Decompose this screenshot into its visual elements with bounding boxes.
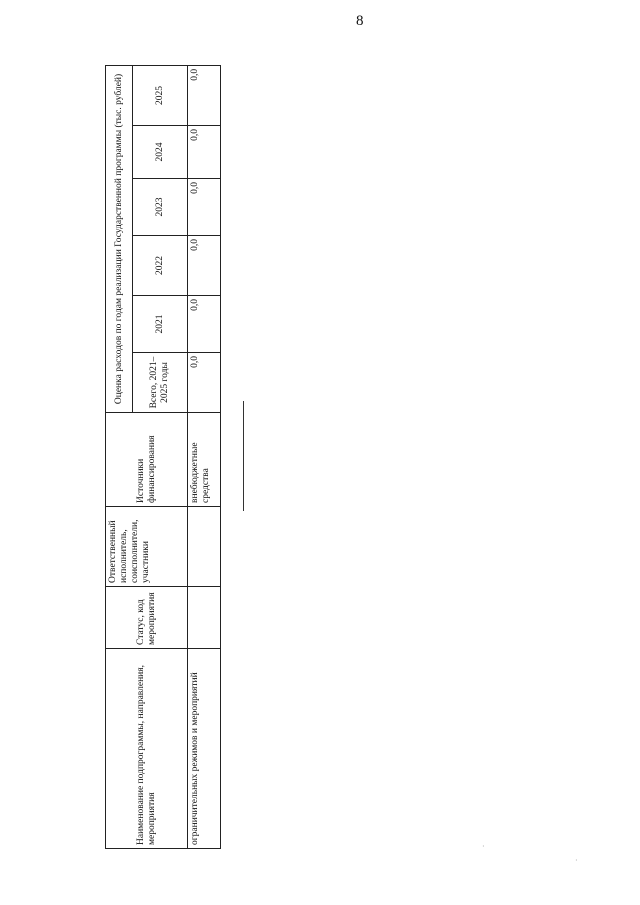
scan-speck: · — [482, 842, 485, 851]
page-number: 8 — [356, 13, 364, 29]
cell-executor — [188, 507, 221, 587]
header-total: Всего, 2021– 2025 годы — [133, 353, 188, 413]
cell-total: 0,0 — [188, 353, 221, 413]
table-row — [188, 65, 221, 848]
header-year-2024: 2024 — [133, 126, 188, 179]
closing-line — [243, 401, 244, 511]
cell-2025: 0,0 — [188, 65, 221, 125]
budget-table — [105, 65, 221, 849]
header-source: Источники финансирования — [106, 413, 188, 507]
header-year-2021: 2021 — [133, 296, 188, 353]
cell-2021: 0,0 — [188, 296, 221, 353]
cell-2022: 0,0 — [188, 236, 221, 296]
header-year-2023: 2023 — [133, 179, 188, 236]
header-status: Статус, код мероприятия — [106, 587, 188, 649]
scan-speck: · — [575, 856, 578, 865]
cell-name: ограничительных режимов и мероприятий — [188, 649, 221, 849]
cell-status — [188, 587, 221, 649]
header-estimate-group: Оценка расходов по годам реализации Государственной программы (тыс. рублей) — [106, 65, 133, 412]
cell-2024: 0,0 — [188, 126, 221, 179]
cell-2023: 0,0 — [188, 179, 221, 236]
header-executor: Ответственный исполнитель, соисполнители, участники — [106, 507, 188, 587]
header-year-2025: 2025 — [133, 65, 188, 125]
header-year-2022: 2022 — [133, 236, 188, 296]
header-name: Наименование подпрограммы, направления, мероприятия — [106, 649, 188, 849]
budget-table-container — [105, 66, 220, 849]
cell-source: внебюджетные средства — [188, 413, 221, 507]
